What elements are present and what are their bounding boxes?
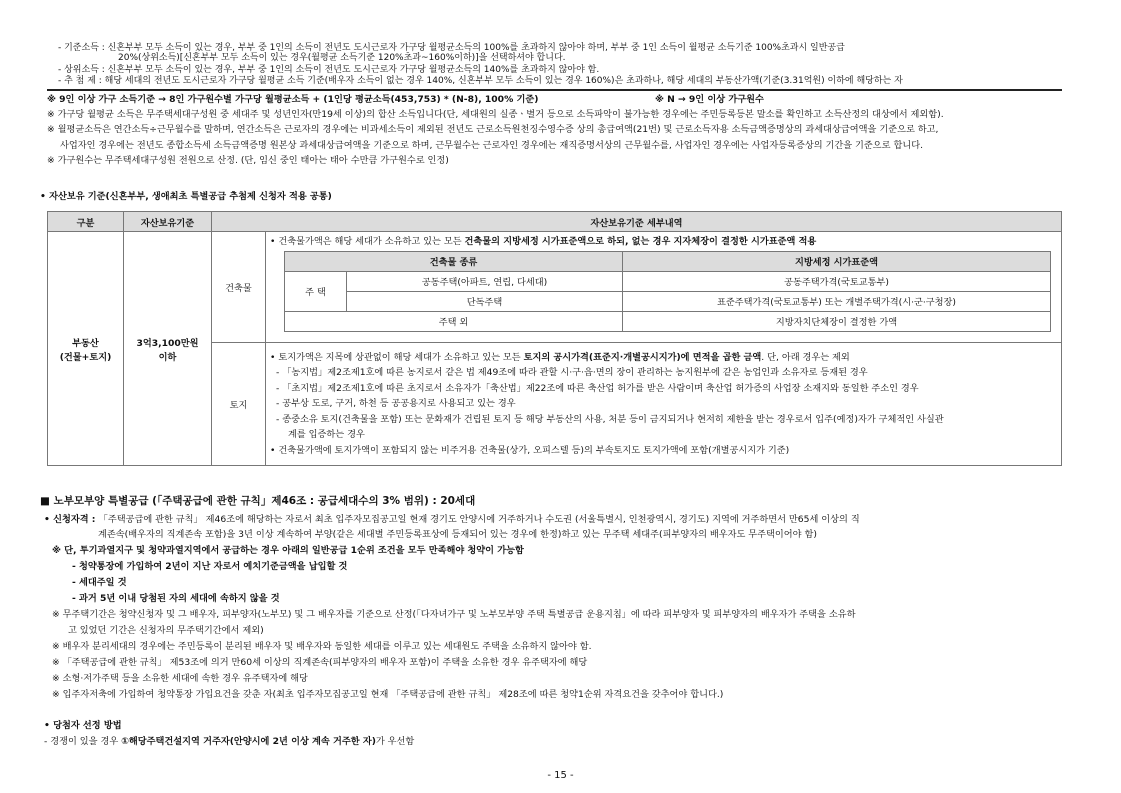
land-intro: • 토지가액은 지목에 상관없이 해당 세대가 소유하고 있는 모든 토지의 공시가격(표준지·개별공시지가)에 면적을 곱한 금액. 단, 아래 경우는 제외	[270, 351, 850, 363]
building-details	[266, 232, 1062, 343]
selection-heading: • 당첨자 선정 방법	[44, 720, 122, 731]
land-exclusion-grassland: - 「초지법」제2조제1호에 따른 초지로서 소유자가「축산법」제22조에 따른 축산업 허가를 받은 사람이며 축산업 허가증의 사업장 소재지와 동일한 주소인 경우	[276, 382, 919, 394]
elderly-note-5: ※ 입주자저축에 가입하여 청약통장 가입요건을 갖춘 자(최초 입주자모집공고일 현재 「주택공급에 관한 규칙」 제28조에 따른 청약1순위 자격요건을 갖추어야 합니다.)	[52, 689, 724, 700]
header-details: 자산보유기준 세부내역	[212, 212, 1062, 232]
condition-savings: - 청약통장에 가입하여 2년이 지난 자로서 예치기준금액을 납입할 것	[72, 561, 348, 572]
land-label: 토지	[212, 343, 266, 466]
category-line2: (건물+토지)	[59, 351, 112, 363]
land-exclusion-clan: - 종중소유 토지(건축물을 포함) 또는 문화재가 건립된 토지 등 해당 부동산의 사용, 처분 등이 금지되거나 현저히 제한을 받는 경우로서 입주(예정)자가 구체적인 사실관	[276, 413, 944, 425]
col-standard-value: 지방세정 시가표준액	[623, 251, 1051, 271]
elderly-note-1-cont: 고 있었던 기간은 신청자의 무주택기간에서 제외)	[68, 625, 264, 636]
income-note-4: ※ 가구원수는 무주택세대구성원 전원으로 산정. (단, 임신 중인 태아는 태아 수만큼 가구원수로 인정)	[47, 155, 449, 166]
household-n-note: ※ N → 9인 이상 가구원수	[655, 94, 764, 105]
land-attached-note: • 건축물가액에 토지가액이 포함되지 않는 비주거용 건축물(상가, 오피스텔 등)의 부속토지도 토지가액에 포함(개별공시지가 기준)	[270, 444, 790, 456]
housing-label: 주 택	[285, 271, 347, 311]
land-exclusion-clan-cont: 계를 입증하는 경우	[288, 429, 365, 441]
elderly-note-1: ※ 무주택기간은 청약신청자 및 그 배우자, 피부양자(노부모) 및 그 배우자를 기준으로 산정(「다자녀가구 및 노부모부양 주택 특별공급 운용지침」에 따라 피부양자 및 피부양자의 배우자가 주택을 소유하	[52, 609, 856, 620]
selection-priority: - 경쟁이 있을 경우 ①해당주택건설지역 거주자(안양시에 2년 이상 계속 거주한 자)가 우선함	[44, 736, 415, 747]
land-exclusion-public: - 공부상 도로, 구거, 하천 등 공공용지로 사용되고 있는 경우	[276, 398, 516, 410]
lottery-line: - 추 첨 제 : 해당 세대의 전년도 도시근로자 가구당 월평균 소득 기준(배우자 소득이 없는 경우 140%, 신혼부부 모두 소득이 있는 경우 160%)은 초과하나, 해당 세대의 부동산가액(기준(3.31억원) 이하에 해당하는 자	[58, 76, 903, 86]
condition-householder: - 세대주일 것	[72, 577, 127, 588]
building-value-other: 지방자치단체장이 결정한 가액	[623, 311, 1051, 331]
household-size-note: ※ 9인 이상 가구 소득기준 → 8인 가구원수별 가구당 월평균소득 + (1인당 평균소득(453,753) * (N-8), 100% 기준)	[47, 94, 539, 105]
elderly-qualification-cont: 계존속(배우자의 직계존속 포함)을 3년 이상 계속하여 부양(같은 세대별 주민등록표상에 등재되어 있는 경우에 한정)하고 있는 무주택 세대주(피부양자의 배우자도 무주택이어야 함)	[98, 529, 817, 540]
building-label: 건축물	[212, 232, 266, 343]
limit-cell	[124, 232, 212, 466]
limit-line2: 이하	[158, 351, 177, 363]
header-limit: 자산보유기준	[124, 212, 212, 232]
building-type-detached: 단독주택	[347, 291, 623, 311]
col-building-type: 건축물 종류	[285, 251, 623, 271]
building-value-table	[284, 251, 1051, 332]
upper-income-line: - 상위소득 : 신혼부부 모두 소득이 있는 경우, 부부 중 1인의 소득이 전년도 도시근로자 가구당 월평균소득의 140%를 초과하지 않아야 함.	[58, 65, 600, 75]
building-value-detached: 표준주택가격(국토교통부) 또는 개별주택가격(시·군·구청장)	[623, 291, 1051, 311]
elderly-qualification: • 신청자격 : 「주택공급에 관한 규칙」 제46조에 해당하는 자로서 최초 입주자모집공고일 현재 경기도 안양시에 거주하거나 수도권 (서울특별시, 인천광역시, 경기도) 지역에 거주하면서 만65세 이상의 직	[44, 514, 860, 525]
income-standard-line: - 기준소득 : 신혼부부 모두 소득이 있는 경우, 부부 중 1인의 소득이 전년도 도시근로자 가구당 월평균소득의 100%를 초과하지 않아야 하며, 부부 중 1인 소득이 월평균 소득기준 100%초과시 일반공급	[58, 43, 845, 53]
elderly-note-3: ※ 「주택공급에 관한 규칙」 제53조에 의거 만60세 이상의 직계존속(피부양자의 배우자 포함)이 주택을 소유한 경우 유주택자에 해당	[52, 657, 588, 668]
land-exclusion-farmland: - 「농지법」제2조제1호에 따른 농지로서 같은 법 제49조에 따라 관할 시·구·읍·면의 장이 관리하는 농지원부에 같은 농업인과 소유자로 등재된 경우	[276, 367, 868, 379]
land-details	[266, 343, 1062, 466]
speculation-note: ※ 단, 투기과열지구 및 청약과열지역에서 공급하는 경우 아래의 일반공급 1순위 조건을 모두 만족해야 청약이 가능함	[52, 545, 524, 556]
asset-table	[47, 211, 1062, 466]
limit-line1: 3억3,100만원	[136, 337, 199, 349]
building-type-other: 주택 외	[285, 311, 623, 331]
income-standard-line-cont: 20%(상위소득)[신혼부부 모두 소득이 있는 경우(월평균 소득기준 120%초과~160%이하)]을 선택하셔야 합니다.	[118, 53, 566, 63]
top-divider	[47, 89, 1062, 91]
category-line1: 부동산	[72, 337, 99, 349]
condition-no-win: - 과거 5년 이내 당첨된 자의 세대에 속하지 않을 것	[72, 593, 280, 604]
category-cell	[48, 232, 124, 466]
elderly-section-title: ■ 노부모부양 특별공급 (「주택공급에 관한 규칙」제46조 : 공급세대수의 3% 범위) : 20세대	[40, 495, 476, 507]
asset-heading: • 자산보유 기준(신혼부부, 생애최초 특별공급 추첨제 신청자 적용 공통)	[40, 191, 332, 202]
income-note-3: 사업자인 경우에는 전년도 종합소득세 소득금액증명 원본상 과세대상급여액을 기준으로 하며, 근무월수는 근로자인 경우에는 재직증명서상의 근무월수를, 사업자인 경우에는 사업자등록증상의 기간을 기준으로 합니다.	[60, 140, 924, 151]
building-type-apartment: 공동주택(아파트, 연립, 다세대)	[347, 271, 623, 291]
elderly-note-2: ※ 배우자 분리세대의 경우에는 주민등록이 분리된 배우자 및 배우자와 동일한 세대를 이루고 있는 세대원도 주택을 소유하지 않아야 함.	[52, 641, 592, 652]
income-note-2: ※ 월평균소득은 연간소득÷근무월수를 말하며, 연간소득은 근로자의 경우에는 비과세소득이 제외된 전년도 근로소득원천징수영수증 상의 총급여액(21번) 및 근로소득자용 소득금액증명상의 과세대상급여액을 기준으로 하고,	[47, 124, 939, 135]
elderly-note-4: ※ 소형·저가주택 등을 소유한 세대에 속한 경우 유주택자에 해당	[52, 673, 308, 684]
header-category: 구분	[48, 212, 124, 232]
page-number: - 15 -	[547, 770, 574, 781]
income-note-1: ※ 가구당 월평균 소득은 무주택세대구성원 중 세대주 및 성년인자(만19세 이상)의 합산 소득입니다(단, 세대원의 실종ㆍ별거 등으로 소득파악이 불가능한 경우에는 주민등록등본 말소를 확인하고 소득산정의 대상에서 제외함).	[47, 109, 944, 120]
building-intro: • 건축물가액은 해당 세대가 소유하고 있는 모든 건축물의 지방세정 시가표준액으로 하되, 없는 경우 지자체장이 결정한 시가표준액 적용	[270, 236, 817, 247]
building-value-apartment: 공동주택가격(국토교통부)	[623, 271, 1051, 291]
